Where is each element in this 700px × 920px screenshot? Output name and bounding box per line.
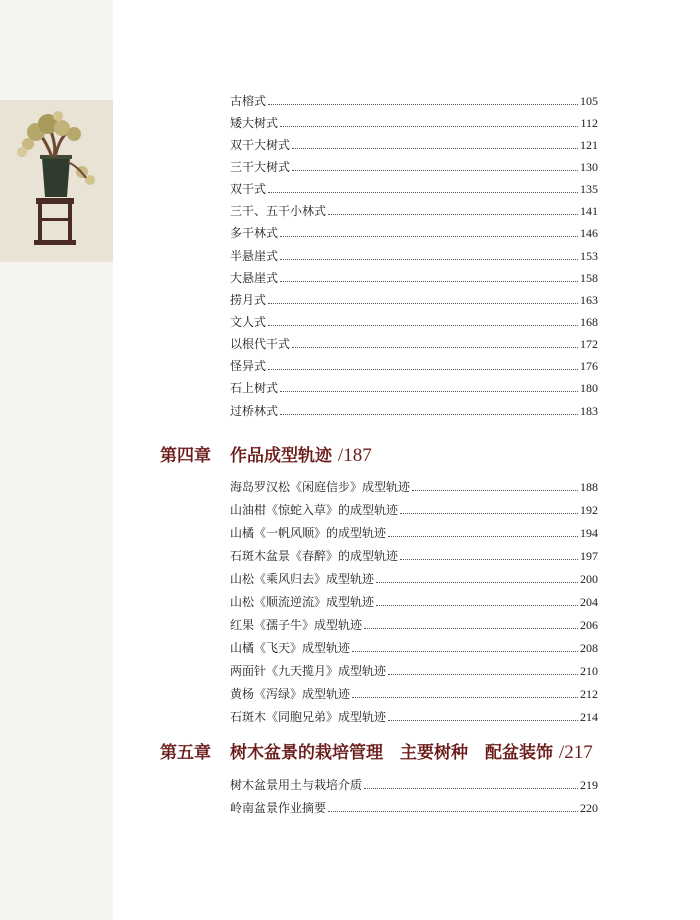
toc-entry[interactable] (230, 154, 598, 174)
toc-entry[interactable] (230, 88, 598, 108)
toc-entry-title: 三干、五干小林式 (230, 204, 327, 218)
toc-entry[interactable] (230, 375, 598, 395)
toc-entry-title: 树木盆景用土与栽培介质 (230, 778, 363, 792)
toc-entry[interactable] (230, 110, 598, 130)
toc-entry-page: 163 (580, 293, 598, 307)
toc-entry-title: 山松《顺流逆流》成型轨迹 (230, 595, 375, 609)
toc-entry-page: 208 (580, 641, 598, 655)
toc-entry-title: 山松《乘风归去》成型轨迹 (230, 572, 375, 586)
dot-leader (280, 281, 578, 282)
toc-entry-page: 204 (580, 595, 598, 609)
toc-entry-page: 206 (580, 618, 598, 632)
dot-leader (292, 347, 578, 348)
toc-entry-title: 黄杨《泻绿》成型轨迹 (230, 687, 351, 701)
toc-entry[interactable] (230, 612, 598, 632)
dot-leader (352, 651, 578, 652)
dot-leader (280, 259, 578, 260)
toc-entry-title: 石斑木盆景《春醉》的成型轨迹 (230, 549, 399, 563)
toc-entry-page: 146 (580, 226, 598, 240)
chapter-page: /187 (337, 445, 372, 466)
toc-entry-title: 捞月式 (230, 293, 267, 307)
toc-entry[interactable] (230, 398, 598, 418)
chapter-title: 作品成型轨迹 (230, 446, 332, 466)
chapter-heading-5[interactable] (160, 738, 593, 764)
toc-entry-page: 172 (580, 337, 598, 351)
toc-entry-title: 石斑木《同胞兄弟》成型轨迹 (230, 710, 387, 724)
toc-entry-title: 半悬崖式 (230, 249, 279, 263)
toc-entry[interactable] (230, 198, 598, 218)
toc-entry-title: 矮大树式 (230, 116, 279, 130)
toc-entry-page: 158 (580, 271, 598, 285)
toc-entry[interactable] (230, 220, 598, 240)
toc-entry-title: 双干式 (230, 182, 267, 196)
dot-leader (292, 170, 578, 171)
chapter-number: 第四章 (160, 446, 211, 466)
dot-leader (328, 811, 578, 812)
toc-entry-page: 220 (580, 801, 598, 815)
toc-entry[interactable] (230, 795, 598, 815)
toc-entry-page: 141 (580, 204, 598, 218)
chapter-heading-4[interactable] (160, 441, 372, 467)
toc-entry-title: 岭南盆景作业摘要 (230, 801, 327, 815)
toc-entry-title: 山橘《一帆风顺》的成型轨迹 (230, 526, 387, 540)
dot-leader (388, 536, 578, 537)
toc-entry-page: 112 (580, 116, 598, 130)
toc-entry-title: 两面针《九天揽月》成型轨迹 (230, 664, 387, 678)
toc-entry-title: 怪异式 (230, 359, 267, 373)
toc-entry-title: 石上树式 (230, 381, 279, 395)
toc-entry-page: 212 (580, 687, 598, 701)
toc-entry-page: 210 (580, 664, 598, 678)
dot-leader (268, 192, 578, 193)
toc-entry[interactable] (230, 772, 598, 792)
dot-leader (364, 788, 578, 789)
toc-entry[interactable] (230, 497, 598, 517)
toc-entry[interactable] (230, 474, 598, 494)
toc-entry[interactable] (230, 635, 598, 655)
toc-entry-page: 168 (580, 315, 598, 329)
toc-entry-title: 古榕式 (230, 94, 267, 108)
toc-entry[interactable] (230, 331, 598, 351)
dot-leader (400, 559, 578, 560)
dot-leader (268, 369, 578, 370)
dot-leader (388, 720, 578, 721)
toc-entry-title: 双干大树式 (230, 138, 291, 152)
toc-entry[interactable] (230, 309, 598, 329)
toc-entry[interactable] (230, 543, 598, 563)
toc-entry-title: 过桥林式 (230, 404, 279, 418)
toc-entry[interactable] (230, 287, 598, 307)
toc-entry-title: 以根代干式 (230, 337, 291, 351)
dot-leader (364, 628, 578, 629)
toc-entry-page: 105 (580, 94, 598, 108)
toc-entry[interactable] (230, 265, 598, 285)
dot-leader (400, 513, 578, 514)
dot-leader (292, 148, 578, 149)
toc-entry-page: 192 (580, 503, 598, 517)
toc-entry-page: 219 (580, 778, 598, 792)
dot-leader (352, 697, 578, 698)
toc-entry-page: 176 (580, 359, 598, 373)
chapter-title: 树木盆景的栽培管理 主要树种 配盆装饰 (230, 743, 553, 763)
dot-leader (280, 126, 578, 127)
dot-leader (268, 325, 578, 326)
dot-leader (280, 236, 578, 237)
dot-leader (268, 104, 578, 105)
dot-leader (376, 605, 578, 606)
toc-entry-title: 山橘《飞天》成型轨迹 (230, 641, 351, 655)
toc-entry-page: 214 (580, 710, 598, 724)
toc-entry-page: 188 (580, 480, 598, 494)
toc-entry-title: 大悬崖式 (230, 271, 279, 285)
toc-entry[interactable] (230, 243, 598, 263)
toc-entry[interactable] (230, 681, 598, 701)
dot-leader (412, 490, 578, 491)
chapter-number: 第五章 (160, 743, 211, 763)
toc-entry-title: 多干林式 (230, 226, 279, 240)
toc-entry-page: 130 (580, 160, 598, 174)
dot-leader (388, 674, 578, 675)
dot-leader (280, 391, 578, 392)
toc-entry[interactable] (230, 704, 598, 724)
toc-entry[interactable] (230, 520, 598, 540)
toc-entry-page: 121 (580, 138, 598, 152)
toc-entry[interactable] (230, 589, 598, 609)
dot-leader (376, 582, 578, 583)
toc-entry-page: 194 (580, 526, 598, 540)
toc-entry[interactable] (230, 353, 598, 373)
toc-entry-title: 文人式 (230, 315, 267, 329)
toc-entry-title: 红果《孺子牛》成型轨迹 (230, 618, 363, 632)
toc-entry-title: 海岛罗汉松《闲庭信步》成型轨迹 (230, 480, 411, 494)
toc-entry-page: 200 (580, 572, 598, 586)
toc-entry[interactable] (230, 176, 598, 196)
toc-entry[interactable] (230, 566, 598, 586)
chapter-page: /217 (558, 742, 593, 763)
toc-entry-title: 山油柑《惊蛇入草》的成型轨迹 (230, 503, 399, 517)
dot-leader (268, 303, 578, 304)
toc-entry-page: 183 (580, 404, 598, 418)
toc-entry-page: 135 (580, 182, 598, 196)
toc-entry-title: 三干大树式 (230, 160, 291, 174)
toc-entry-page: 197 (580, 549, 598, 563)
toc-entry-page: 153 (580, 249, 598, 263)
dot-leader (280, 414, 578, 415)
toc-entry-page: 180 (580, 381, 598, 395)
toc-entry[interactable] (230, 658, 598, 678)
dot-leader (328, 214, 578, 215)
toc-entry[interactable] (230, 132, 598, 152)
